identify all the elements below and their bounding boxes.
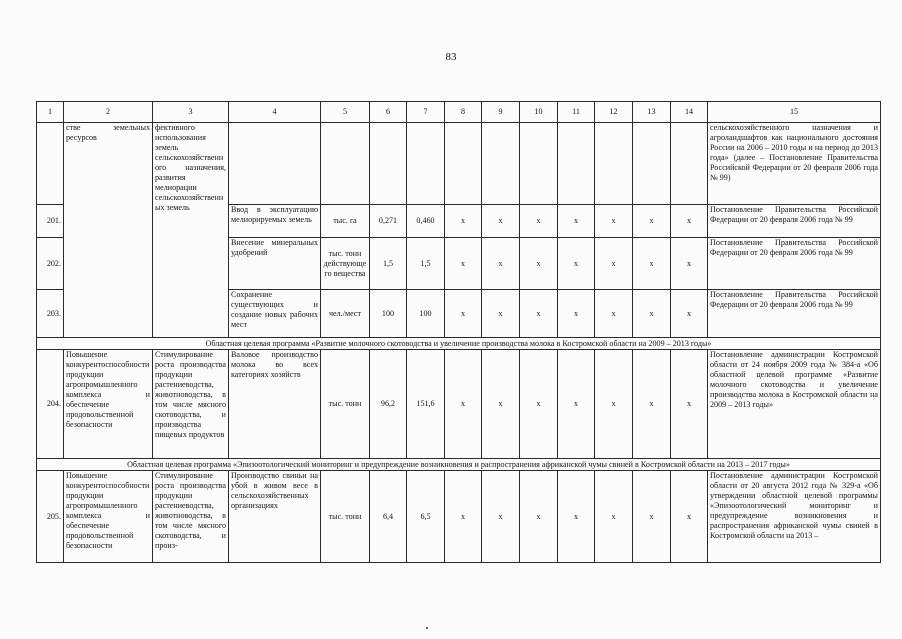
unit-cell — [321, 123, 370, 205]
program-row — [37, 338, 881, 350]
unit-cell: тыс. тонн — [321, 471, 370, 563]
document-cell: Постановление Правительства Российской Федерации от 20 февраля 2006 года № 99 — [708, 205, 881, 238]
scan-dot — [426, 627, 428, 629]
table-row — [37, 471, 881, 563]
value-cell: x — [671, 471, 708, 563]
header-cell: 1 — [37, 102, 64, 123]
table-row — [37, 350, 881, 459]
row-number-cell — [37, 123, 64, 205]
value-cell: x — [445, 350, 482, 459]
header-cell: 3 — [153, 102, 229, 123]
value-cell: 1,5 — [407, 238, 445, 290]
header-cell: 15 — [708, 102, 881, 123]
value-cell: x — [445, 205, 482, 238]
header-cell: 6 — [370, 102, 407, 123]
value-cell: x — [595, 290, 633, 338]
unit-cell: тыс. тонн — [321, 350, 370, 459]
value-cell: x — [595, 238, 633, 290]
row-number-cell: 205. — [37, 471, 64, 563]
header-cell: 4 — [229, 102, 321, 123]
value-cell: x — [482, 205, 520, 238]
value-cell: x — [520, 205, 558, 238]
value-cell: x — [595, 471, 633, 563]
value-cell: 1,5 — [370, 238, 407, 290]
task-cell: Стимулирование роста производства продукции растениеводства, животноводства, в том числе мясного скотоводства, и производства пищевых продуктов — [153, 350, 229, 459]
value-cell — [633, 123, 671, 205]
value-cell — [407, 123, 445, 205]
header-cell: 12 — [595, 102, 633, 123]
value-cell — [520, 123, 558, 205]
page-number: 83 — [445, 51, 457, 63]
value-cell: x — [520, 238, 558, 290]
indicator-cell — [229, 123, 321, 205]
unit-cell: тыс. тонн действующего вещества — [321, 238, 370, 290]
row-number-cell: 203. — [37, 290, 64, 338]
document-cell: Постановление Правительства Российской Федерации от 20 февраля 2006 года № 99 — [708, 238, 881, 290]
value-cell — [595, 123, 633, 205]
value-cell — [671, 123, 708, 205]
value-cell: x — [671, 238, 708, 290]
value-cell: x — [633, 471, 671, 563]
header-cell: 2 — [64, 102, 153, 123]
value-cell: 100 — [370, 290, 407, 338]
value-cell: x — [558, 290, 595, 338]
value-cell: 151,6 — [407, 350, 445, 459]
document-cell: Постановление администрации Костромской области от 20 августа 2012 года № 329-а «Об утверждении областной целевой программы «Эпизоотологический мониторинг и предупреждение возникновения и распространения африканской чумы свиней в Костромской области на 2013 – — [708, 471, 881, 563]
value-cell — [370, 123, 407, 205]
goal-cell: стве земельных ресурсов — [64, 123, 153, 338]
indicator-cell: Ввод в эксплуатацию мелиорируемых земель — [229, 205, 321, 238]
header-cell: 7 — [407, 102, 445, 123]
value-cell: 0,271 — [370, 205, 407, 238]
value-cell: x — [633, 350, 671, 459]
task-cell: фективного использования земель сельскохозяйственного назначения, развития мелиорации сельскохозяйственных земель — [153, 123, 229, 338]
value-cell: x — [520, 290, 558, 338]
value-cell: x — [633, 290, 671, 338]
indicators-table — [36, 101, 881, 563]
value-cell: x — [633, 238, 671, 290]
value-cell: x — [482, 350, 520, 459]
value-cell: 0,460 — [407, 205, 445, 238]
indicator-cell: Сохранение существующих и создание новых рабочих мест — [229, 290, 321, 338]
unit-cell: тыс. га — [321, 205, 370, 238]
document-cell: Постановление администрации Костромской области от 24 ноября 2009 года № 384-а «Об областной целевой программе «Развитие молочного скотоводства и увеличение производства молока в Костромской области на 2009 – 2013 годы» — [708, 350, 881, 459]
value-cell: x — [520, 471, 558, 563]
value-cell: x — [595, 205, 633, 238]
value-cell: x — [445, 471, 482, 563]
value-cell: x — [595, 350, 633, 459]
value-cell: x — [671, 205, 708, 238]
header-cell: 9 — [482, 102, 520, 123]
value-cell: x — [445, 290, 482, 338]
value-cell: x — [633, 205, 671, 238]
header-cell: 11 — [558, 102, 595, 123]
value-cell: 100 — [407, 290, 445, 338]
value-cell — [558, 123, 595, 205]
program-title: Областная целевая программа «Эпизоотологический мониторинг и предупреждение возникновения и распространения африканской чумы свиней в Костромской области на 2013 – 2017 годы» — [37, 459, 881, 471]
value-cell: x — [482, 290, 520, 338]
indicator-cell: Производство свиньи на убой в живом весе в сельскохозяйственных организациях — [229, 471, 321, 563]
header-cell: 13 — [633, 102, 671, 123]
task-cell: Стимулирование роста производства продукции растениеводства, животноводства, в том числе мясного скотоводства, и произ- — [153, 471, 229, 563]
table-row — [37, 123, 881, 205]
goal-cell: Повышение конкурентоспособности продукции агропромышленного комплекса и обеспечение продовольственной безопасности — [64, 471, 153, 563]
row-number-cell: 204. — [37, 350, 64, 459]
header-cell: 5 — [321, 102, 370, 123]
indicator-cell: Валовое производство молока во всех категориях хозяйств — [229, 350, 321, 459]
value-cell: 96,2 — [370, 350, 407, 459]
value-cell: x — [558, 350, 595, 459]
value-cell: x — [558, 205, 595, 238]
header-row — [37, 102, 881, 123]
value-cell — [445, 123, 482, 205]
value-cell: x — [558, 238, 595, 290]
value-cell: x — [482, 238, 520, 290]
value-cell: x — [520, 350, 558, 459]
document-cell: сельскохозяйственного назначения и агроландшафтов как национального достояния России на 2006 – 2010 годы и на период до 2013 года» (далее – Постановление Правительства Российской Федерации от 20 февраля 2006 года № 99) — [708, 123, 881, 205]
unit-cell: чел./мест — [321, 290, 370, 338]
value-cell: 6,4 — [370, 471, 407, 563]
row-number-cell: 201. — [37, 205, 64, 238]
value-cell — [482, 123, 520, 205]
program-title: Областная целевая программа «Развитие молочного скотоводства и увеличение производства молока в Костромской области на 2009 – 2013 годы» — [37, 338, 881, 350]
value-cell: x — [445, 238, 482, 290]
header-cell: 14 — [671, 102, 708, 123]
value-cell: x — [482, 471, 520, 563]
value-cell: x — [671, 290, 708, 338]
value-cell: x — [558, 471, 595, 563]
goal-cell: Повышение конкурентоспособности продукции агропромышленного комплекса и обеспечение продовольственной безопасности — [64, 350, 153, 459]
indicator-cell: Внесение минеральных удобрений — [229, 238, 321, 290]
value-cell: x — [671, 350, 708, 459]
header-cell: 8 — [445, 102, 482, 123]
document-cell: Постановление Правительства Российской Федерации от 20 февраля 2006 года № 99 — [708, 290, 881, 338]
row-number-cell: 202. — [37, 238, 64, 290]
value-cell: 6,5 — [407, 471, 445, 563]
header-cell: 10 — [520, 102, 558, 123]
program-row — [37, 459, 881, 471]
